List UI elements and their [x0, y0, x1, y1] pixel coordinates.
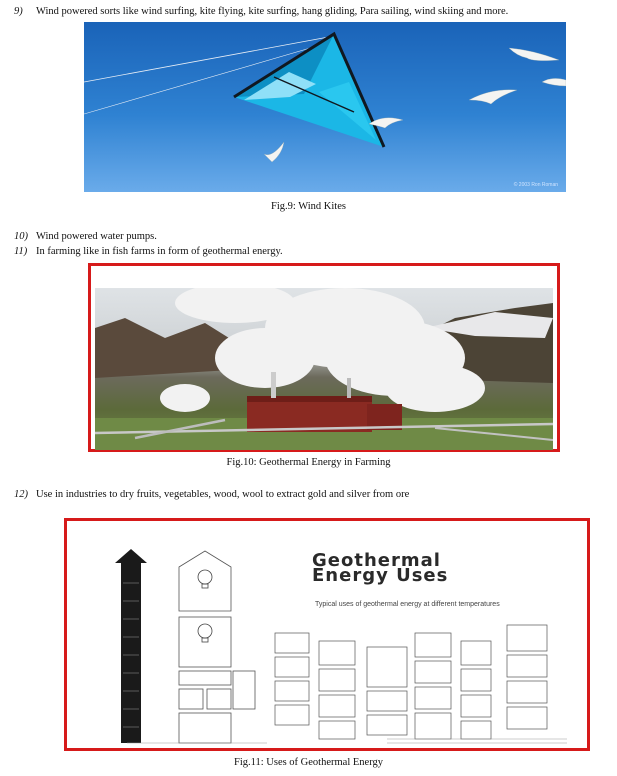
figure-frame-10: [88, 263, 560, 452]
list-item-9: [14, 6, 508, 17]
item-number: 12): [14, 489, 28, 500]
geothermal-plant-photo: [95, 288, 553, 450]
item-text: Wind powered water pumps.: [36, 231, 157, 242]
item-text: Use in industries to dry fruits, vegetables, wood, wool to extract gold and silver from ore: [36, 489, 410, 500]
poster-title-line-2: Energy Uses: [312, 565, 449, 586]
item-text: Wind powered sorts like wind surfing, kite flying, kite surfing, hang gliding, Para sailing, wind skiing and more.: [36, 6, 509, 17]
figure-caption-9: Fig.9: Wind Kites: [271, 201, 346, 212]
photo-credit: © 2003 Ron Roman: [513, 182, 558, 188]
figure-caption-11: Fig.11: Uses of Geothermal Energy: [233, 757, 383, 768]
kite-illustration: [84, 22, 566, 192]
item-number: 10): [14, 231, 28, 242]
wind-kite-photo: [84, 22, 566, 192]
figure-frame-11: [64, 518, 590, 751]
poster-subtitle: Typical uses of geothermal energy at different temperatures: [315, 601, 500, 608]
poster-title: [312, 550, 449, 586]
list-item-10: [14, 231, 157, 242]
list-item-11: [14, 246, 283, 257]
geothermal-illustration: [95, 288, 553, 450]
figure-caption-10: Fig.10: Geothermal Energy in Farming: [226, 457, 391, 468]
poster-title-line-1: Geothermal: [312, 550, 441, 571]
item-number: 9): [14, 6, 23, 17]
item-text: In farming like in fish farms in form of geothermal energy.: [36, 246, 283, 257]
item-number: 11): [14, 246, 28, 257]
list-item-12: [14, 489, 409, 500]
